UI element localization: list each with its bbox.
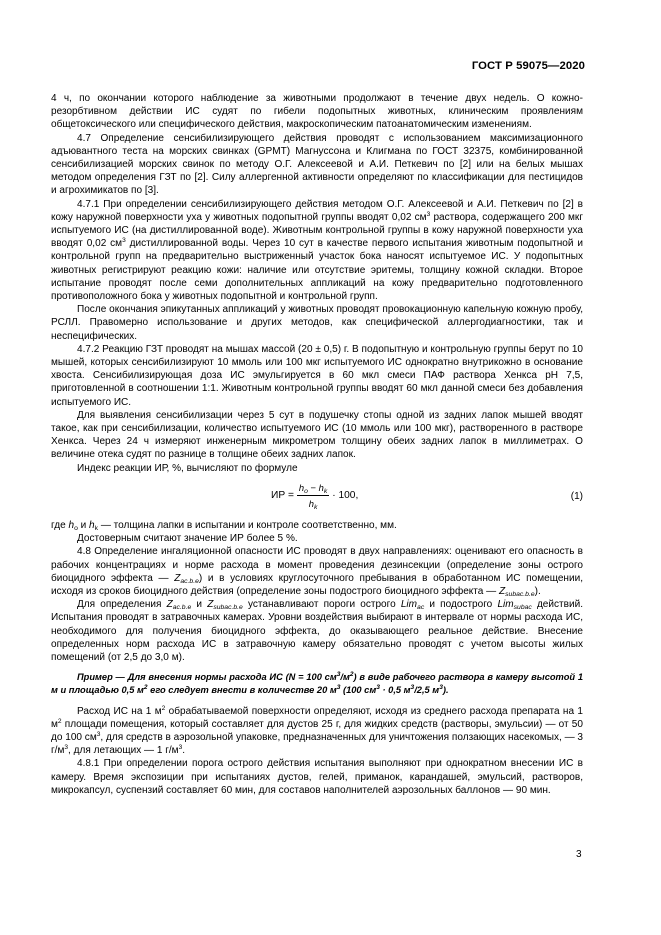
paragraph-4-7: 4.7 Определение сенсибилизирующего действия проводят с использованием максимизационного адъювантного теста на морских свинках (GPMT) Магнуссона и Клигмана по ГОСТ 32375, комбинированной сенсибилизацией морских свинок по методу О.Г. Алексеевой и А.И. Петкевич по [2] или на белых мышах методом определения ГЗТ по [2]. Силу аллергенной активности определяют по классификации для пестицидов и агрохимикатов по [3]. [51,132,583,197]
paragraph-4-8: 4.8 Определение ингаляционной опасности ИС проводят в двух направлениях: оценивают его опасность в рабочих концентрациях и норме расхода в момент проведения дезинсекции (определение зоны острого биоцидного эффекта — $Z_{ac.b.e}$) и в условиях круглосуточного пребывания в обработанном ИС помещении, исходя из сроков биоцидного действия (определение зоны подострого биоцидного эффекта — $Z_{subac.b.e}$). [51,546,584,598]
paragraph-thresholds: Для определения $Z_{ac.b.e}$ и $Z_{subac.b.e}$ устанавливают пороги острого Lim$_{ac}$ и подострого Lim$_{subac}$ действий. Испытания проводят в затравочных камерах. Уровни воздействия выбирают в интервале от нормы расхода ИС, необходимого для получения биоцидного эффекта, до оказывающего реальное действие. Внесение определенных норм расхода ИС в затравочную камеру обязательно проводят с учетом высоты жилых помещений (от 2,5 до 3,0 м). [51,599,583,663]
paragraph-consumption: Расход ИС на 1 $м^2$ обрабатываемой поверхности определяют, исходя из среднего расхода препарата на 1 $м^2$ площади помещения, который составляет для дустов 25 г, для жидких средств (растворы, эмульсии) — от 50 до 100 $см^3$, для средств в аэрозольной упаковке, предназначенных для уничтожения ползающих насекомых, — 3 $г/м^3$, для летающих — 1 $г/м^3$. [51,704,583,757]
paragraph-4-7-2: 4.7.2 Реакцию ГЗТ проводят на мышах массой (20 ± 0,5) г. В подопытную и контрольную группы берут по 10 мышей, которых сенсибилизируют 10 ммоль или 100 мкг испытуемого ИС однократно внутрикожно в основание хвоста. Сенсибилизирующая доза ИС эмульгируется в 60 мкл смеси ПАФ раствора Хенкса pH 7,5, приготовленной в соотношении 1:1. Животным контрольной группы вводят 60 мкл данной смеси без добавления испытуемого ИС. [51,343,583,408]
document-body [51,92,583,797]
formula-expression [271,481,358,510]
paragraph-skin-resorptive: 4 ч, по окончании которого наблюдение за животными продолжают в течение двух недель. О кожно-резорбтивном действии ИС судят по гибели подопытных животных, клиническим проявлениям общетоксического или специфического действия, макроскопическим патоанатомическим изменениям. [51,93,583,131]
paragraph-sensitization-detection: Для выявления сенсибилизации через 5 сут в подушечку стопы одной из задних лапок мышей вводят такое, как при сенсибилизации, количество испытуемого ИС (10 ммоль или 100 мкг), растворенного в растворе Хенкса. Через 24 ч измеряют инженерным микрометром толщину обеих задних лапок в миллиметрах. О величине отека судят по разнице в толщине обеих задних лапок. [51,409,583,461]
standard-header: ГОСТ Р 59075—2020 [471,60,585,72]
paragraph-4-8-1: 4.8.1 При определении порога острого действия испытания выполняют при однократном внесении ИС в камеру. Время экспозиции при испытаниях дустов, гелей, приманок, карандашей, эмульсий, растворов, микрокапсул, суспензий составляет 60 мин, для составов наполнителей аэрозольных баллонов — 90 мин. [51,758,583,796]
paragraph-index-intro: Индекс реакции ИР, %, вычисляют по формуле [77,462,298,474]
formula-rhs: · 100, [332,489,359,501]
page-number: 3 [576,849,582,860]
formula-fraction [297,481,329,510]
paragraph-significance: Достоверным считают значение ИР более 5 %. [77,533,298,545]
example-note: Пример — Для внесения нормы расхода ИС (N = 100 $см^3/м^2$) в виде рабочего раствора в камеру высотой 1 м и площадью 0,5 $м^2$ его следует внести в количестве 20 $м^3$ (100 $см^3 \cdot 0,5$ $м^3/2,5$ $м^3$). [51,671,583,696]
formula-lhs: ИР = [271,489,294,501]
formula-numerator: $h_o - h_k$ [298,481,328,495]
formula-denominator: $h_k$ [308,498,318,512]
paragraph-epicutaneous: После окончания эпикутанных аппликаций у животных проводят провокационную капельную кожную пробу, РСЛЛ. Правомерно использование и других методов, как специфической аллергодиагностики, так и неспецифических. [51,304,583,342]
formula-reaction-index [51,477,583,517]
paragraph-where: где $h_o$ и $h_k$ — толщина лапки в испытании и контроле соответственно, мм. [51,519,397,532]
paragraph-4-7-1: 4.7.1 При определении сенсибилизирующего действия методом О.Г. Алексеевой и А.И. Петкевич по [2] в кожу наружной поверхности уха у животных подопытной группы вводят 0,02 $см^3$ раствора, содержащего 200 мкг испытуемого ИС (на дистиллированной воде). Животным контрольной группы в кожу наружной поверхности уха вводят 0,02 $см^3$ дистиллированной воды. Через 10 сут в качестве первого испытания животным подопытной и контрольной групп на предварительно выстриженный участок бока наносят испытуемое ИС. У подопытных животных регистрируют реакцию кожи: наличие или отсутствие эритемы, толщину кожной складки. Второе испытание проводят после семи дополнительных аппликаций на кожу предварительно подготовленного противоположного бока у животных подопытной и контрольной групп. [51,198,584,303]
formula-number: (1) [570,490,583,502]
